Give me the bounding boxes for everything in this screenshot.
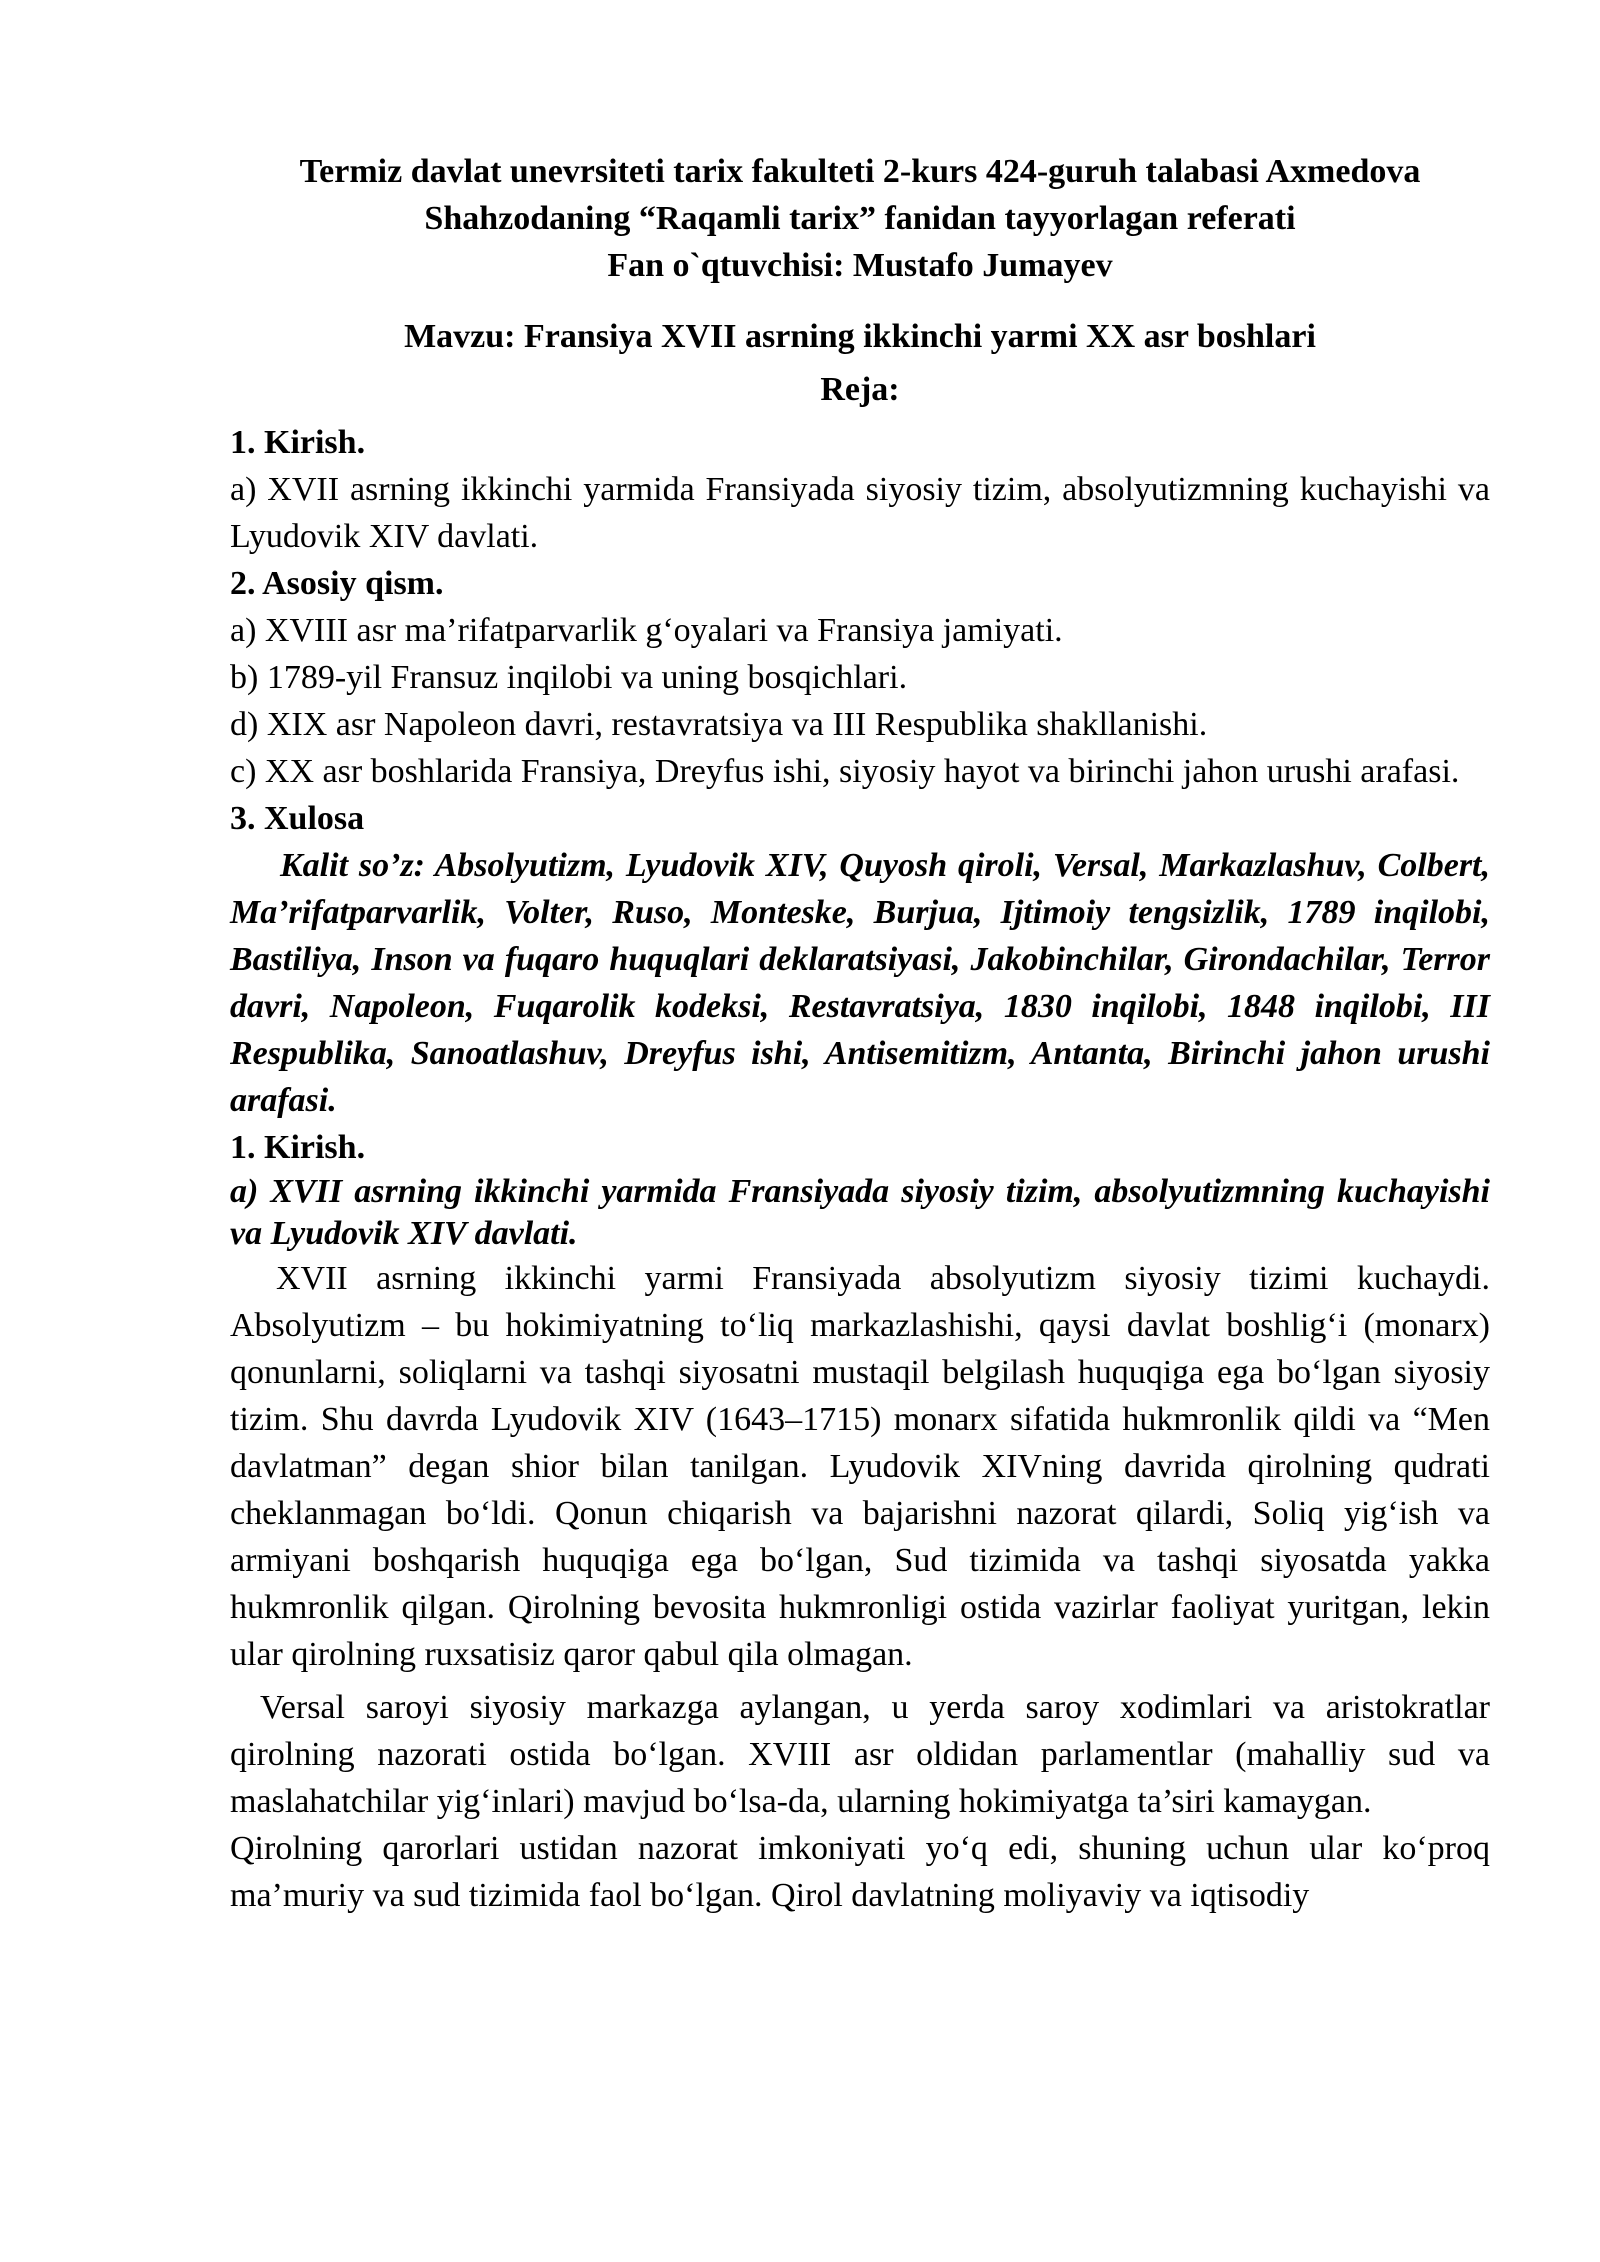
body-paragraph-1: XVII asrning ikkinchi yarmi Fransiyada absolyutizm siyosiy tizimi kuchaydi. Absolyutizm – bu hokimiyatning to‘liq markazlashishi, qaysi davlat boshlig‘i (monarx) qonunlarni, soliqlarni va tashqi siyosatni mustaqil belgilash huquqiga ega bo‘lgan siyosiy tizim. Shu davrda Lyudovik XIV (1643–1715) monarx sifatida hukmronlik qildi va “Men davlatman” degan shior bilan tanilgan. Lyudovik XIVning davrida qirolning qudrati cheklanmagan bo‘ldi. Qonun chiqarish va bajarishni nazorat qilardi, Soliq yig‘ish va armiyani boshqarish huquqiga ega bo‘lgan, Sud tizimida va tashqi siyosatda yakka hukmronlik qilgan. Qirolning bevosita hukmronligi ostida vazirlar faoliyat yuritgan, lekin ular qirolning ruxsatisiz qaror qabul qila olmagan.: [230, 1260, 1490, 1673]
body-section-title: 1. Kirish.: [230, 1129, 366, 1166]
body-paragraph-2: Versal saroyi siyosiy markazga aylangan, u yerda saroy xodimlari va aristokratlar qirolning nazorati ostida bo‘lgan. XVIII asr oldidan parlamentlar (mahalliy sud va maslahatchilar yig‘inlari) mavjud bo‘lsa-da, ularning hokimiyatga ta’siri kamaygan.: [230, 1689, 1490, 1820]
title-line-1: Termiz davlat unevrsiteti tarix fakulteti 2-kurs 424-guruh talabasi Axmedova: [299, 153, 1421, 190]
plan-section-2-item-a: a) XVIII asr ma’rifatparvarlik g‘oyalari va Fransiya jamiyati.: [230, 612, 1063, 649]
keywords-paragraph: Kalit so’z: Absolyutizm, Lyudovik XIV, Quyosh qiroli, Versal, Markazlashuv, Colbert, Ma’rifatparvarlik, Volter, Ruso, Monteske, Burjua, Ijtimoiy tengsizlik, 1789 inqilobi, Bastiliya, Inson va fuqaro huquqlari deklaratsiyasi, Jakobinchilar, Girondachilar, Terror davri, Napoleon, Fuqarolik kodeksi, Restavratsiya, 1830 inqilobi, 1848 inqilobi, III Respublika, Sanoatlashuv, Dreyfus ishi, Antisemitizm, Antanta, Birinchi jahon urushi arafasi.: [230, 847, 1490, 1119]
title-line-2: Shahzodaning “Raqamli tarix” fanidan tayyorlagan referati: [424, 200, 1296, 237]
title-line-3: Fan o`qtuvchisi: Mustafo Jumayev: [607, 247, 1113, 284]
plan-section-2-item-c: c) XX asr boshlarida Fransiya, Dreyfus ishi, siyosiy hayot va birinchi jahon urushi arafasi.: [230, 753, 1460, 790]
plan-section-2-item-b: b) 1789-yil Fransuz inqilobi va uning bosqichlari.: [230, 659, 908, 696]
plan-title: Reja:: [820, 371, 900, 408]
plan-section-1-item: a) XVII asrning ikkinchi yarmida Fransiyada siyosiy tizim, absolyutizmning kuchayishi va Lyudovik XIV davlati.: [230, 471, 1490, 555]
topic-title: Mavzu: Fransiya XVII asrning ikkinchi yarmi XX asr boshlari: [404, 318, 1316, 355]
body-paragraph-3: Qirolning qarorlari ustidan nazorat imkoniyati yo‘q edi, shuning uchun ular ko‘proq ma’muriy va sud tizimida faol bo‘lgan. Qirol davlatning moliyaviy va iqtisodiy: [230, 1830, 1490, 1914]
body-subheading: a) XVII asrning ikkinchi yarmida Fransiyada siyosiy tizim, absolyutizmning kuchayishi va Lyudovik XIV davlati.: [230, 1173, 1490, 1252]
plan-section-2-item-d: d) XIX asr Napoleon davri, restavratsiya va III Respublika shakllanishi.: [230, 706, 1208, 743]
plan-section-1-title: 1. Kirish.: [230, 424, 366, 461]
document-page: [230, 148, 1490, 1919]
title-block: [230, 148, 1490, 289]
plan-section-3-title: 3. Xulosa: [230, 800, 365, 837]
plan-section-2-title: 2. Asosiy qism.: [230, 565, 444, 602]
